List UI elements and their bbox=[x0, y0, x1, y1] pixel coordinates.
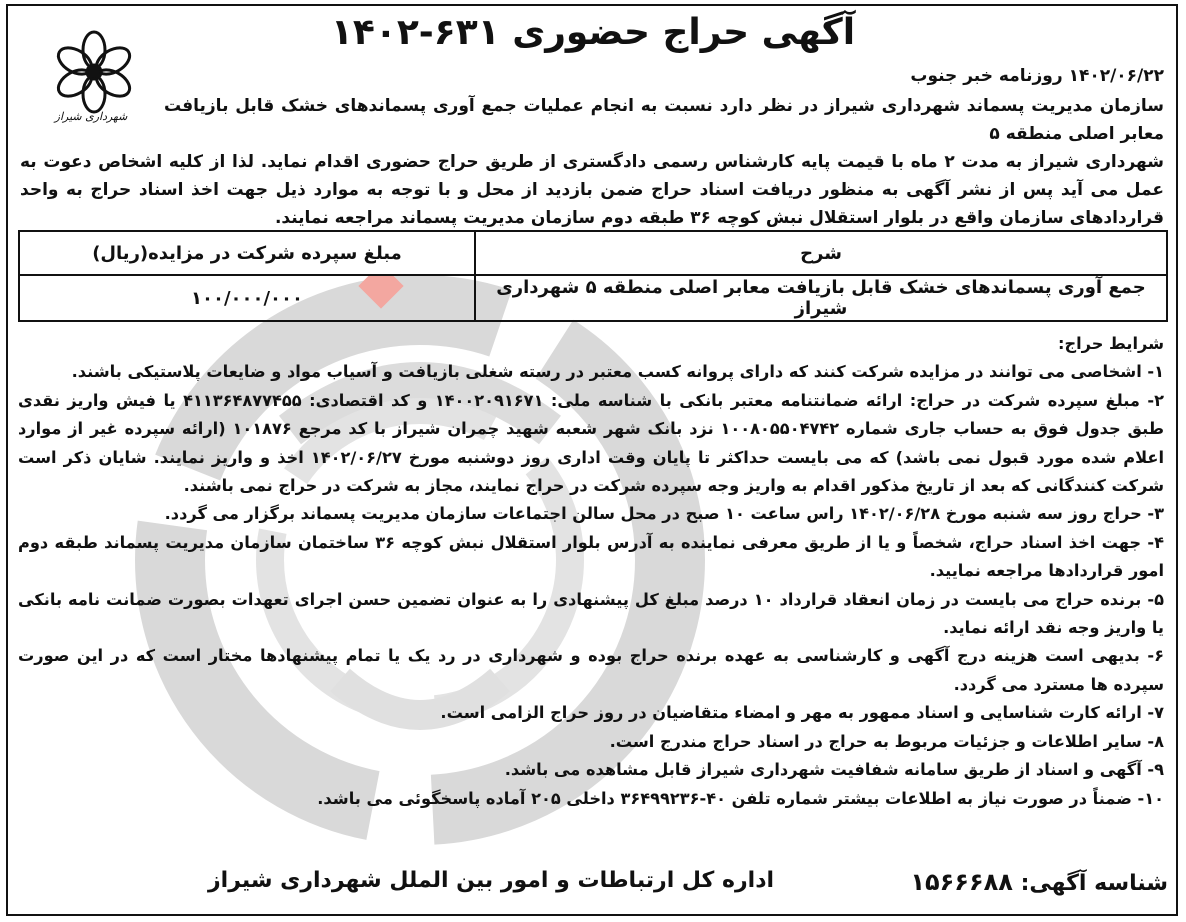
table-row bbox=[19, 275, 1167, 321]
ad-id-block bbox=[910, 868, 1168, 896]
ad-id-label: شناسه آگهی: bbox=[1020, 871, 1168, 896]
notice-title: آگهی حراج حضوری ۶۳۱-۱۴۰۲ bbox=[330, 12, 856, 53]
issuer-name: اداره کل ارتباطات و امور بین الملل شهرداری شیراز bbox=[208, 868, 775, 893]
condition-6: ۶- بدیهی است هزینه درج آگهی و کارشناسی به عهده برنده حراج بوده و شهرداری در رد یک یا تمام پیشنهادها مختار است که در این صورت سپرده ها مسترد می گردد. bbox=[18, 646, 1164, 694]
header-deposit: مبلغ سپرده شرکت در مزایده(ریال) bbox=[19, 231, 475, 275]
condition-1: ۱- اشخاصی می توانند در مزایده شرکت کنند که دارای پروانه کسب معتبر در رسته شغلی بازیافت و آسیاب مواد و ضایعات پلاستیکی باشند. bbox=[71, 362, 1164, 382]
row-description: جمع آوری پسماندهای خشک قابل بازیافت معابر اصلی منطقه ۵ شهرداری شیراز bbox=[475, 275, 1167, 321]
condition-7: ۷- ارائه کارت شناسایی و اسناد ممهور به مهر و امضاء متقاضیان در روز حراج الزامی است. bbox=[440, 703, 1164, 723]
footer bbox=[18, 868, 1168, 908]
table-header-row bbox=[19, 231, 1167, 275]
condition-2: ۲- مبلغ سپرده شرکت در حراج: ارائه ضمانتنامه معتبر بانکی با شناسه ملی: ۱۴۰۰۲۰۹۱۶۷۱ و کد اقتصادی: ۴۱۱۳۶۴۸۷۷۴۵۵ یا فیش واریز نقدی طبق جدول فوق به حساب جاری شماره ۱۰۰۸۰۵۵۰۴۷۴۲ نزد بانک شهر شعبه شهید چمران شیراز با کد مرجع ۱۰۱۸۷۶ (ارائه سپرده غیر از موارد اعلام شده مورد قبول نمی باشد) که می بایست حداکثر تا پایان وقت اداری روز دوشنبه مورخ ۱۴۰۲/۰۶/۲۷ اخذ و واریز نمایند. شایان ذکر است شرکت کنندگانی که بعد از تاریخ مذکور اقدام به واریز وجه سپرده شرکت در حراج نمایند، مجاز به شرکت در حراج نمی باشند. bbox=[18, 390, 1164, 496]
header-description: شرح bbox=[475, 231, 1167, 275]
condition-10: ۱۰- ضمناً در صورت نیاز به اطلاعات بیشتر شماره تلفن ۴۰-۳۶۴۹۹۲۳۶ داخلی ۲۰۵ آماده پاسخگوئی می باشد. bbox=[317, 788, 1164, 808]
condition-5: ۵- برنده حراج می بایست در زمان انعقاد قرارداد ۱۰ درصد مبلغ کل پیشنهادی را به عنوان تضمین حسن اجرای تعهدات بصورت ضمانت نامه بانکی یا واریز وجه نقد ارائه نماید. bbox=[18, 589, 1164, 638]
intro-line-1: سازمان مدیریت پسماند شهرداری شیراز در نظر دارد نسبت به انجام عملیات جمع آوری پسماندهای خشک قابل بازیافت معابر اصلی منطقه ۵ bbox=[164, 96, 1164, 144]
logo-text: شهرداری شیراز bbox=[54, 110, 128, 123]
row-deposit-amount: ۱۰۰/۰۰۰/۰۰۰ bbox=[19, 275, 475, 321]
condition-9: ۹- آگهی و اسناد از طریق سامانه شفافیت شهرداری شیراز قابل مشاهده می باشد. bbox=[504, 760, 1164, 780]
condition-8: ۸- سایر اطلاعات و جزئیات مربوط به حراج در اسناد حراج مندرج است. bbox=[609, 731, 1164, 751]
conditions-title: شرایط حراج: bbox=[1057, 334, 1164, 353]
condition-3: ۳- حراج روز سه شنبه مورخ ۱۴۰۲/۰۶/۲۸ راس ساعت ۱۰ صبح در محل سالن اجتماعات سازمان مدیریت پسماند برگزار می گردد. bbox=[164, 504, 1164, 524]
municipality-logo bbox=[18, 28, 156, 136]
auction-table bbox=[18, 230, 1168, 322]
ad-id-number: ۱۵۶۶۶۸۸ bbox=[910, 868, 1013, 896]
conditions-section bbox=[18, 330, 1164, 813]
condition-4: ۴- جهت اخذ اسناد حراج، شخصاً و یا از طریق معرفی نماینده به آدرس بلوار استقلال نبش کوچه ۳۶ ساختمان سازمان مدیریت پسماند طبقه دوم امور قراردادها مراجعه نمایید. bbox=[18, 532, 1165, 581]
publication-line: ۱۴۰۲/۰۶/۲۲ روزنامه خبر جنوب bbox=[910, 66, 1164, 86]
intro-paragraph: شهرداری شیراز به مدت ۲ ماه با قیمت پایه کارشناس رسمی دادگستری از طریق حراج حضوری اقدام نماید. لذا از کلیه اشخاص دعوت به عمل می آید پس از نشر آگهی به منظور دریافت اسناد حراج ضمن بازدید از محل و با توجه به موارد ذیل جهت اخذ اسناد حراج به واحد قراردادهای سازمان واقع در بلوار استقلال نبش کوچه ۳۶ طبقه دوم سازمان مدیریت پسماند مراجعه نمایند. bbox=[20, 152, 1164, 228]
